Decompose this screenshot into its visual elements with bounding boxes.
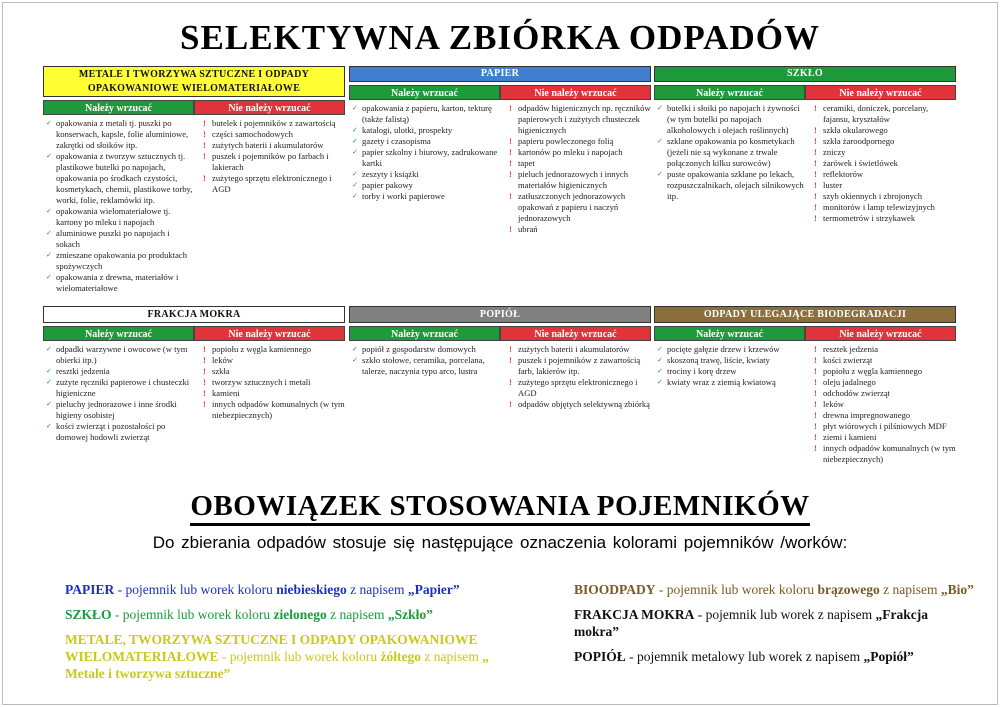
list-item: ✓ zeszyty i książki [349, 169, 501, 180]
legend-name: BIOODPADY [574, 582, 656, 597]
no-list [806, 344, 956, 465]
ok-list [349, 103, 501, 235]
section-szklo [654, 66, 956, 224]
section-header: POPIÓŁ [349, 306, 651, 323]
list-item: ✓ popiół z gospodarstw domowych [349, 344, 501, 355]
list-item: ✓ kwiaty wraz z ziemią kwiatową [654, 377, 806, 388]
list-item: ! resztek jedzenia [810, 344, 956, 355]
list-item: ! zużytego sprzętu elektronicznego i AGD [505, 377, 651, 399]
list-item: ! kamieni [199, 388, 345, 399]
ok-list [349, 344, 501, 410]
list-item: ✓ butelki i słoiki po napojach i żywności (w tym butelki po napojach alkoholowych i olejach roślinnych) [654, 103, 806, 136]
section-frakcja-mokra [43, 306, 345, 443]
list-item: ! puszek i pojemników z zawartością farb, lakierów itp. [505, 355, 651, 377]
legend-text: brązowego [817, 582, 880, 597]
ok-list [654, 344, 806, 465]
legend-text: z napisem [346, 582, 408, 597]
list-item: ✓ papier szkolny i biurowy, zadrukowane kartki [349, 147, 501, 169]
no-label: Nie należy wrzucać [500, 326, 651, 341]
list-item: ! żarówek i świetlówek [810, 158, 956, 169]
section-header: ODPADY ULEGAJĄCE BIODEGRADACJI [654, 306, 956, 323]
list-item: ! odpadów objętych selektywną zbiórką [505, 399, 651, 410]
no-list [195, 118, 345, 294]
list-item: ✓ skoszoną trawę, liście, kwiaty [654, 355, 806, 366]
list-item: ! zużytych baterii i akumulatorów [199, 140, 345, 151]
page-title: SELEKTYWNA ZBIÓRKA ODPADÓW [180, 18, 820, 57]
list-item: ✓ kości zwierząt i pozostałości po domowej hodowli zwierząt [43, 421, 195, 443]
list-item: ✓ torby i worki papierowe [349, 191, 501, 202]
list-item: ! szyb okiennych i zbrojonych [810, 191, 956, 202]
list-item: ✓ resztki jedzenia [43, 366, 195, 377]
ok-label: Należy wrzucać [654, 85, 805, 100]
ok-label: Należy wrzucać [43, 100, 194, 115]
list-item: ! luster [810, 180, 956, 191]
ok-list [43, 118, 195, 294]
section-header: SZKŁO [654, 66, 956, 82]
legend-text: - pojemnik metalowy lub worek z napisem [625, 649, 864, 664]
list-item: ! zużytego sprzętu elektronicznego i AGD [199, 173, 345, 195]
list-item: ✓ pocięte gałęzie drzew i krzewów [654, 344, 806, 355]
list-item: ! leków [199, 355, 345, 366]
list-item: ! monitorów i lamp telewizyjnych [810, 202, 956, 213]
legend-name: SZKŁO [65, 607, 112, 622]
ok-list [654, 103, 806, 224]
legend-text: - pojemnik lub worek koloru [114, 582, 277, 597]
list-item: ! zniczy [810, 147, 956, 158]
legend-text: „Bio” [940, 582, 974, 597]
list-item: ! innych odpadów komunalnych (w tym niebezpiecznych) [810, 443, 956, 465]
list-item: ✓ zużyte ręczniki papierowe i chusteczki higieniczne [43, 377, 195, 399]
list-item: ! szkła okularowego [810, 125, 956, 136]
section-header: METALE I TWORZYWA SZTUCZNE I ODPADY OPAKOWANIOWE WIELOMATERIAŁOWE [43, 66, 345, 97]
no-list [195, 344, 345, 443]
section-metale [43, 66, 345, 294]
list-item: ! ceramiki, doniczek, porcelany, fajansu, kryształów [810, 103, 956, 125]
no-list [501, 103, 651, 235]
no-label: Nie należy wrzucać [194, 100, 345, 115]
list-item: ✓ opakowania z papieru, karton, tekturę (także falistą) [349, 103, 501, 125]
list-item: ✓ puste opakowania szklane po lekach, rozpuszczalnikach, olejach silnikowych itp. [654, 169, 806, 202]
legend-text: „Szkło” [387, 607, 433, 622]
legend-text: z napisem [879, 582, 941, 597]
legend-text: „Frakcja mokra” [574, 607, 928, 639]
list-item: ! odchodów zwierząt [810, 388, 956, 399]
ok-label: Należy wrzucać [349, 326, 500, 341]
list-item: ! popiołu z węgla kamiennego [810, 366, 956, 377]
list-item: ✓ odpadki warzywne i owocowe (w tym obierki itp.) [43, 344, 195, 366]
list-item: ✓ opakowania z drewna, materiałów i wielomateriałowe [43, 272, 195, 294]
list-item: ! zatłuszczonych jednorazowych opakowań z papieru i naczyń jednorazowych [505, 191, 651, 224]
list-item: ! reflektorów [810, 169, 956, 180]
no-list [806, 103, 956, 224]
legend-entry [65, 606, 530, 623]
legend-text: - pojemnik lub worek koloru [218, 649, 381, 664]
list-item: ✓ trociny i korę drzew [654, 366, 806, 377]
section-header: FRAKCJA MOKRA [43, 306, 345, 323]
legend-entry [574, 581, 974, 598]
list-item: ! odpadów higienicznych np. ręczników papierowych i zużytych chusteczek higienicznych [505, 103, 651, 136]
legend-text: - pojemnik lub worek koloru [111, 607, 274, 622]
list-item: ! płyt wiórowych i pilśniowych MDF [810, 421, 956, 432]
list-item: ! papieru powleczonego folią [505, 136, 651, 147]
no-label: Nie należy wrzucać [805, 85, 956, 100]
list-item: ✓ opakowania z metali tj. puszki po konserwach, kapsle, folie aluminiowe, zakrętki od słoików itp. [43, 118, 195, 151]
legend-entry [574, 606, 974, 640]
list-item: ✓ aluminiowe puszki po napojach i sokach [43, 228, 195, 250]
list-item: ! pieluch jednorazowych i innych materiałów higienicznych [505, 169, 651, 191]
list-item: ✓ opakowania wielomateriałowe tj. kartony po mleku i napojach [43, 206, 195, 228]
no-label: Nie należy wrzucać [194, 326, 345, 341]
legend-name: PAPIER [65, 582, 115, 597]
list-item: ✓ pieluchy jednorazowe i inne środki higieny osobistej [43, 399, 195, 421]
ok-label: Należy wrzucać [43, 326, 194, 341]
intro-text: Do zbierania odpadów stosuje się następujące oznaczenia kolorami pojemników /worków: [152, 533, 848, 552]
list-item: ✓ papier pakowy [349, 180, 501, 191]
list-item: ✓ opakowania z tworzyw sztucznych tj. plastikowe butelki po napojach, opakowania po środkach czystości, kosmetykach, chemii, plastikowe torby, worki, folie, reklamówki itp. [43, 151, 195, 206]
list-item: ! tworzyw sztucznych i metali [199, 377, 345, 388]
no-list [501, 344, 651, 410]
list-item: ! ziemi i kamieni [810, 432, 956, 443]
list-item: ✓ zmieszane opakowania po produktach spożywczych [43, 250, 195, 272]
list-item: ! szkła żaroodpornego [810, 136, 956, 147]
list-item: ✓ katalogi, ulotki, prospekty [349, 125, 501, 136]
list-item: ! leków [810, 399, 956, 410]
list-item: ✓ szkło stołowe, ceramika, porcelana, talerze, naczynia typu arco, lustra [349, 355, 501, 377]
list-item: ! termometrów i strzykawek [810, 213, 956, 224]
legend-text: - pojemnik lub worek z napisem [694, 607, 876, 622]
list-item: ! zużytych baterii i akumulatorów [505, 344, 651, 355]
list-item: ✓ szklane opakowania po kosmetykach (jeżeli nie są wykonane z trwale połączonych kilku surowców) [654, 136, 806, 169]
obligation-title [0, 490, 1000, 523]
list-item: ! ubrań [505, 224, 651, 235]
legend-entry [65, 581, 530, 598]
legend-text: „Popiół” [863, 649, 914, 664]
list-item: ! oleju jadalnego [810, 377, 956, 388]
legend-text: niebieskiego [276, 582, 347, 597]
list-item: ! butelek i pojemników z zawartością [199, 118, 345, 129]
legend-text: żółtego [380, 649, 421, 664]
no-label: Nie należy wrzucać [805, 326, 956, 341]
list-item: ✓ gazety i czasopisma [349, 136, 501, 147]
list-item: ! szkła [199, 366, 345, 377]
ok-label: Należy wrzucać [654, 326, 805, 341]
legend-name: METALE, TWORZYWA SZTUCZNE I ODPADY OPAKOWANIOWE WIELOMATERIAŁOWE [65, 632, 478, 664]
legend-text: z napisem [421, 649, 483, 664]
legend-text: „ Metale i tworzywa sztuczne” [65, 649, 489, 681]
legend-name: POPIÓŁ [574, 649, 626, 664]
section-papier [349, 66, 651, 235]
legend-text: - pojemnik lub worek koloru [655, 582, 818, 597]
legend-right [574, 581, 974, 665]
no-label: Nie należy wrzucać [500, 85, 651, 100]
section-popiol [349, 306, 651, 410]
list-item: ! popiołu z węgla kamiennego [199, 344, 345, 355]
list-item: ! kartonów po mleku i napojach [505, 147, 651, 158]
legend-text: z napisem [326, 607, 388, 622]
legend-entry [574, 648, 974, 665]
ok-label: Należy wrzucać [349, 85, 500, 100]
legend-name: FRAKCJA MOKRA [574, 607, 695, 622]
list-item: ! puszek i pojemników po farbach i lakierach [199, 151, 345, 173]
legend-left [65, 581, 530, 682]
list-item: ! kości zwierząt [810, 355, 956, 366]
ok-list [43, 344, 195, 443]
legend-text: „Papier” [407, 582, 460, 597]
legend-text: zielonego [273, 607, 327, 622]
legend-entry [65, 631, 530, 682]
obligation-title-text: OBOWIĄZEK STOSOWANIA POJEMNIKÓW [190, 490, 809, 526]
list-item: ! innych odpadów komunalnych (w tym niebezpiecznych) [199, 399, 345, 421]
section-bio [654, 306, 956, 465]
list-item: ! tapet [505, 158, 651, 169]
list-item: ! drewna impregnowanego [810, 410, 956, 421]
section-header: PAPIER [349, 66, 651, 82]
list-item: ! części samochodowych [199, 129, 345, 140]
